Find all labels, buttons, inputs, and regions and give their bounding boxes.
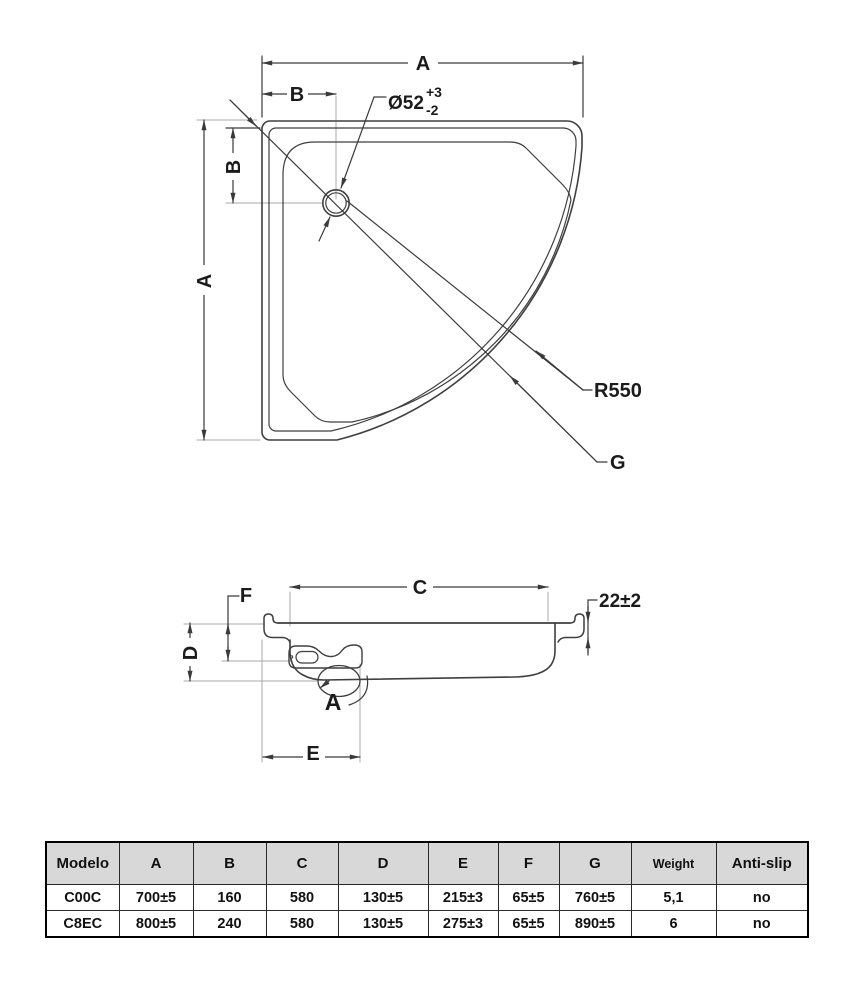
tray-walls-bottom (290, 624, 555, 680)
dim-label-c: C (412, 577, 428, 599)
cell-b: 160 (193, 885, 266, 911)
cell-a: 700±5 (119, 885, 193, 911)
cell-g: 760±5 (559, 885, 631, 911)
table-header-row (46, 842, 808, 885)
cell-c: 580 (266, 911, 338, 938)
tray-outline (262, 121, 582, 440)
left-flange-hook (264, 614, 290, 642)
detail-label-a: A (324, 689, 342, 715)
tray-rim-inner-edge (269, 128, 576, 431)
cell-a: 800±5 (119, 911, 193, 938)
section-profile (264, 614, 584, 697)
drain-pocket-slot (296, 652, 318, 664)
drain-diameter-label: Ø52 (388, 93, 424, 114)
drain-pocket (289, 645, 362, 668)
header-f: F (498, 842, 559, 885)
cell-model: C00C (46, 885, 119, 911)
radius-label: R550 (594, 380, 642, 402)
header-modelo: Modelo (46, 842, 119, 885)
header-c: C (266, 842, 338, 885)
cell-d: 130±5 (338, 911, 428, 938)
section-view (180, 577, 641, 765)
cell-weight: 6 (631, 911, 716, 938)
cell-antislip: no (716, 911, 808, 938)
top-view (194, 52, 642, 474)
dim-label-f: F (239, 585, 253, 607)
dim-label-a-horizontal: A (415, 53, 431, 75)
dim-label-b-vertical: B (223, 159, 245, 175)
dim-label-rim-height: 22±2 (599, 591, 642, 612)
cell-weight: 5,1 (631, 885, 716, 911)
cell-f: 65±5 (498, 885, 559, 911)
cell-d: 130±5 (338, 885, 428, 911)
tray-basin-edge (283, 142, 571, 422)
dim-rim-height (588, 600, 597, 655)
cell-g: 890±5 (559, 911, 631, 938)
header-e: E (428, 842, 498, 885)
dim-label-e: E (306, 743, 320, 765)
dim-label-a-vertical: A (194, 273, 216, 289)
dim-f (228, 596, 239, 661)
header-antislip: Anti-slip (716, 842, 808, 885)
dim-label-g: G (610, 452, 626, 474)
drain-tolerance-minus: -2 (426, 102, 439, 118)
cell-b: 240 (193, 911, 266, 938)
dim-label-d: D (180, 645, 202, 661)
header-weight: Weight (631, 842, 716, 885)
dim-label-b-horizontal: B (289, 84, 305, 106)
header-b: B (193, 842, 266, 885)
cell-e: 215±3 (428, 885, 498, 911)
cell-antislip: no (716, 885, 808, 911)
header-a: A (119, 842, 193, 885)
header-d: D (338, 842, 428, 885)
cell-f: 65±5 (498, 911, 559, 938)
cell-model: C8EC (46, 911, 119, 938)
drain-diameter-leader (319, 97, 386, 241)
cell-c: 580 (266, 885, 338, 911)
table-row-c8ec (46, 911, 808, 938)
header-g: G (559, 842, 631, 885)
right-flange-hook (558, 614, 584, 642)
cell-e: 275±3 (428, 911, 498, 938)
spec-table (45, 841, 809, 938)
table-row-c00c (46, 885, 808, 911)
drain-tolerance-plus: +3 (426, 84, 442, 100)
drain-pocket-dot (290, 656, 292, 658)
top-view-centerlines (197, 96, 336, 440)
radius-leader (347, 201, 592, 390)
